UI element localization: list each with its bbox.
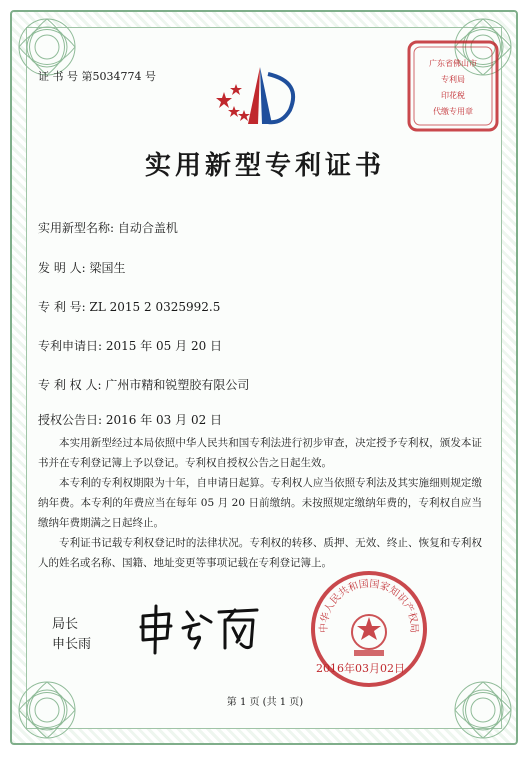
page-number: 第 1 页 (共 1 页): [226, 697, 304, 708]
svg-text:代缴专用章: 代缴专用章: [433, 107, 473, 116]
body-paragraph: 本实用新型经过本局依照中华人民共和国专利法进行初步审查，决定授予专利权，颁发本证书并在专利登记簿上予以登记。专利权自授权公告之日起生效。: [38, 437, 482, 469]
svg-text:广东省佛山市: 广东省佛山市: [429, 59, 477, 68]
body-paragraph: 本专利的专利权期限为十年，自申请日起算。专利权人应当依照专利法及其实施细则规定缴纳年费。本专利的年费应当在每年 05 月 20 日前缴纳。未按照规定缴纳年费的，专利权自应当缴纳年费期满之日起终止。: [38, 477, 482, 529]
svg-text:中华人民共和国国家知识产权局: 中华人民共和国国家知识产权局: [318, 578, 420, 634]
field-label: 专 利 号:: [38, 300, 86, 314]
field-value: 自动合盖机: [117, 221, 178, 235]
field-patent-number: [38, 298, 220, 315]
corner-ornament-icon: [448, 675, 518, 745]
field-label: 授权公告日:: [38, 413, 103, 427]
field-patentee: [38, 376, 249, 393]
patent-office-emblem-icon: [210, 62, 310, 132]
svg-text:印花税: 印花税: [441, 91, 465, 100]
body-paragraph: 专利证书记载专利权登记时的法律状况。专利权的转移、质押、无效、终止、恢复和专利权人的姓名或名称、国籍、地址变更等事项记载在专利登记簿上。: [38, 537, 482, 569]
director-signature: [135, 598, 265, 658]
field-value: 广州市精和锐塑胶有限公司: [105, 378, 250, 392]
director-name: 申长雨: [52, 637, 92, 652]
tax-stamp-seal: [405, 38, 501, 134]
seal-date: 2016年03月02日: [316, 662, 405, 675]
field-utility-model-name: [38, 219, 178, 236]
field-label: 发 明 人:: [38, 261, 86, 275]
director-title: 局长: [52, 617, 79, 632]
field-value: ZL 2015 2 0325992.5: [89, 300, 221, 314]
field-label: 专 利 权 人:: [38, 378, 102, 392]
field-inventor: [38, 259, 126, 276]
certificate-title: 实用新型专利证书: [144, 151, 385, 181]
certificate-body: [38, 433, 482, 573]
field-value: 梁国生: [89, 261, 126, 275]
certificate-number: 证 书 号 第5034774 号: [38, 70, 156, 83]
field-label: 实用新型名称:: [38, 221, 115, 235]
svg-text:专利局: 专利局: [441, 75, 465, 84]
field-label: 专利申请日:: [38, 339, 103, 353]
corner-ornament-icon: [12, 675, 82, 745]
field-grant-date: [38, 411, 222, 428]
field-application-date: [38, 337, 222, 354]
field-value: 2016 年 03 月 02 日: [105, 413, 223, 427]
field-value: 2015 年 05 月 20 日: [105, 339, 223, 353]
